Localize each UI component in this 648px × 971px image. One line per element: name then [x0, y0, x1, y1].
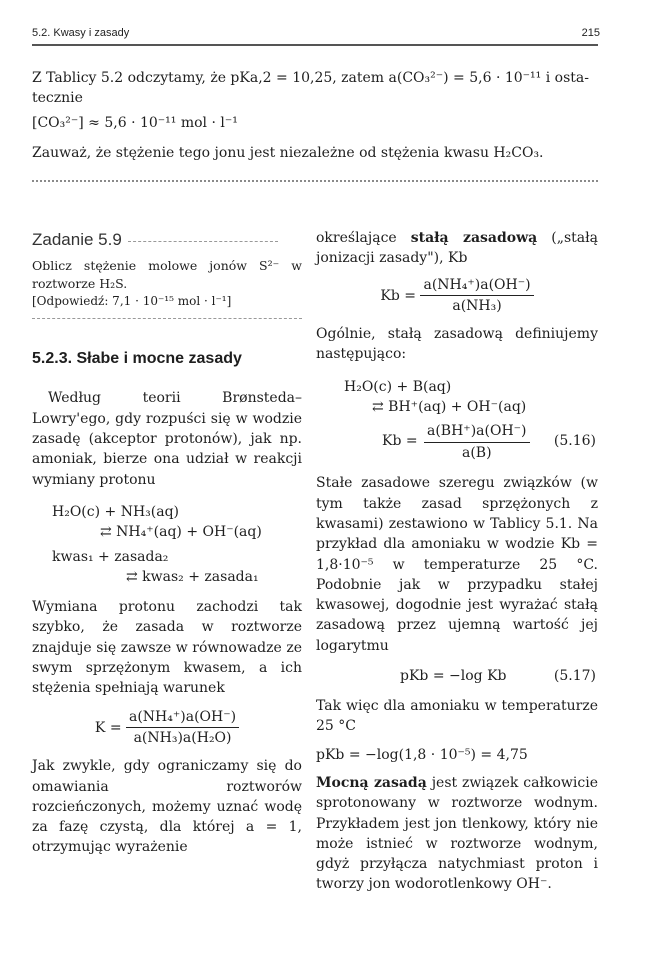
running-header	[32, 26, 600, 44]
Kb-equation	[316, 275, 598, 317]
right-column	[316, 228, 598, 895]
Kb-numerator: a(NH₄⁺)a(OH⁻)	[420, 275, 533, 296]
task-bottom-rule	[32, 318, 302, 319]
pKb-equation: pKb = −log Kb	[400, 668, 507, 685]
pKb-ammonia-calc: pKb = −log(1,8 · 10⁻⁵) = 4,75	[316, 746, 528, 763]
general-base-reaction	[316, 377, 598, 418]
K-lhs: K =	[94, 719, 122, 736]
reaction-equation-1	[32, 502, 302, 587]
K-equation	[32, 707, 302, 749]
equation-number-5-17: (5.17)	[553, 668, 596, 685]
equation-number-5-16: (5.16)	[553, 433, 596, 450]
right-p1-post: („stałą jonizacji zasady"), Kb	[316, 230, 599, 267]
right-p1-pre: określające	[316, 230, 397, 246]
K-denominator: a(NH₃)a(H₂O)	[133, 729, 232, 746]
concentration-equation: [CO₃²⁻] ≈ 5,6 · 10⁻¹¹ mol · l⁻¹	[32, 114, 238, 131]
Kb2-denominator: a(B)	[461, 444, 492, 461]
left-column	[32, 228, 302, 858]
header-rule	[32, 44, 598, 46]
page-number: 215	[581, 27, 600, 39]
K-fraction	[126, 707, 239, 749]
reaction-2-right: ⇄ kwas₂ + zasada₁	[126, 568, 259, 585]
K-numerator: a(NH₄⁺)a(OH⁻)	[126, 707, 239, 728]
reaction-1-left: H₂O(c) + NH₃(aq)	[52, 503, 179, 520]
section-paragraph-3: Jak zwykle, gdy ograniczamy się do omawiania roztworów rozcieńczonych, możemy uznać wodę za fazę czystą, dla której a = 1, otrzymując wyrażenie	[32, 758, 302, 856]
Kb-general-equation	[316, 421, 598, 463]
general-reaction-right: ⇄ BH⁺(aq) + OH⁻(aq)	[372, 399, 527, 416]
Kb2-fraction	[424, 421, 530, 463]
section-paragraph-2: Wymiana protonu zachodzi tak szybko, że zasada w roztworze znajduje się zawsze w równowadze ze swym sprzężonym kwasem, a ich stężenia spełniają warunek	[32, 599, 302, 697]
intro-line-2: tecznie	[32, 90, 83, 107]
right-paragraph-4: Tak więc dla amoniaku w temperaturze 25 °C	[316, 698, 598, 735]
reaction-2-left: kwas₁ + zasada₂	[52, 548, 169, 565]
right-paragraph-2: Ogólnie, stałą zasadową definiujemy następująco:	[316, 326, 598, 363]
task-title: Zadanie 5.9	[32, 230, 122, 249]
task-title-rule	[128, 241, 278, 242]
task-box	[32, 228, 302, 319]
intro-note: Zauważ, że stężenie tego jonu jest niezależne od stężenia kwasu H₂CO₃.	[32, 144, 544, 161]
intro-line-1: Z Tablicy 5.2 odczytamy, że pKa,2 = 10,25, zatem a(CO₃²⁻) = 5,6 · 10⁻¹¹ i osta-	[32, 70, 589, 86]
Kb-denominator: a(NH₃)	[452, 297, 502, 314]
right-paragraph-3: Stałe zasadowe szeregu związków (w tym także zasad sprzężonych z kwasami) zestawiono w Tablicy 5.1. Na przykład dla amoniaku w wodzie Kb = 1,8·10⁻⁵ w temperaturze 25 °C. Podobnie jak w przypadku stałej kwasowej, dogodnie jest wyrażać stałą zasadową przez ujemną wartość jej logarytmu	[316, 475, 598, 654]
Kb2-lhs: Kb =	[382, 433, 418, 450]
term-strong-base: Mocną zasadą	[316, 774, 427, 791]
reaction-1-right: ⇄ NH₄⁺(aq) + OH⁻(aq)	[100, 524, 262, 541]
header-section-title: 5.2. Kwasy i zasady	[32, 27, 130, 39]
task-answer: [Odpowiedź: 7,1 · 10⁻¹⁵ mol · l⁻¹]	[32, 293, 232, 308]
term-base-constant: stałą zasadową	[410, 230, 538, 246]
Kb-lhs: Kb =	[380, 287, 417, 304]
pKb-definition	[316, 664, 598, 688]
block-divider	[32, 180, 598, 184]
Kb2-numerator: a(BH⁺)a(OH⁻)	[424, 421, 530, 442]
section-heading: 5.2.3. Słabe i mocne zasady	[32, 350, 242, 368]
right-p5-rest: jest związek całkowicie sprotonowany w roztworze wodnym. Przykładem jest jon tlenkowy, który nie może istnieć w roztworze wodnym, gdyż przyłącza natychmiast proton i tworzy jon wodorotlenkowy OH⁻.	[316, 774, 598, 893]
right-paragraph-5	[316, 773, 598, 895]
task-text: Oblicz stężenie molowe jonów S²⁻ w roztworze H₂S.	[32, 257, 302, 291]
Kb-fraction	[420, 275, 533, 317]
intro-block	[32, 68, 598, 163]
section-paragraph-1: Według teorii Brønsteda–Lowry'ego, gdy rozpuści się w wodzie zasadę (akceptor protonów), jak np. amoniak, bierze ona udział w reakcji wymiany protonu	[32, 390, 302, 488]
general-reaction-left: H₂O(c) + B(aq)	[344, 378, 452, 395]
right-paragraph-1	[316, 228, 598, 269]
